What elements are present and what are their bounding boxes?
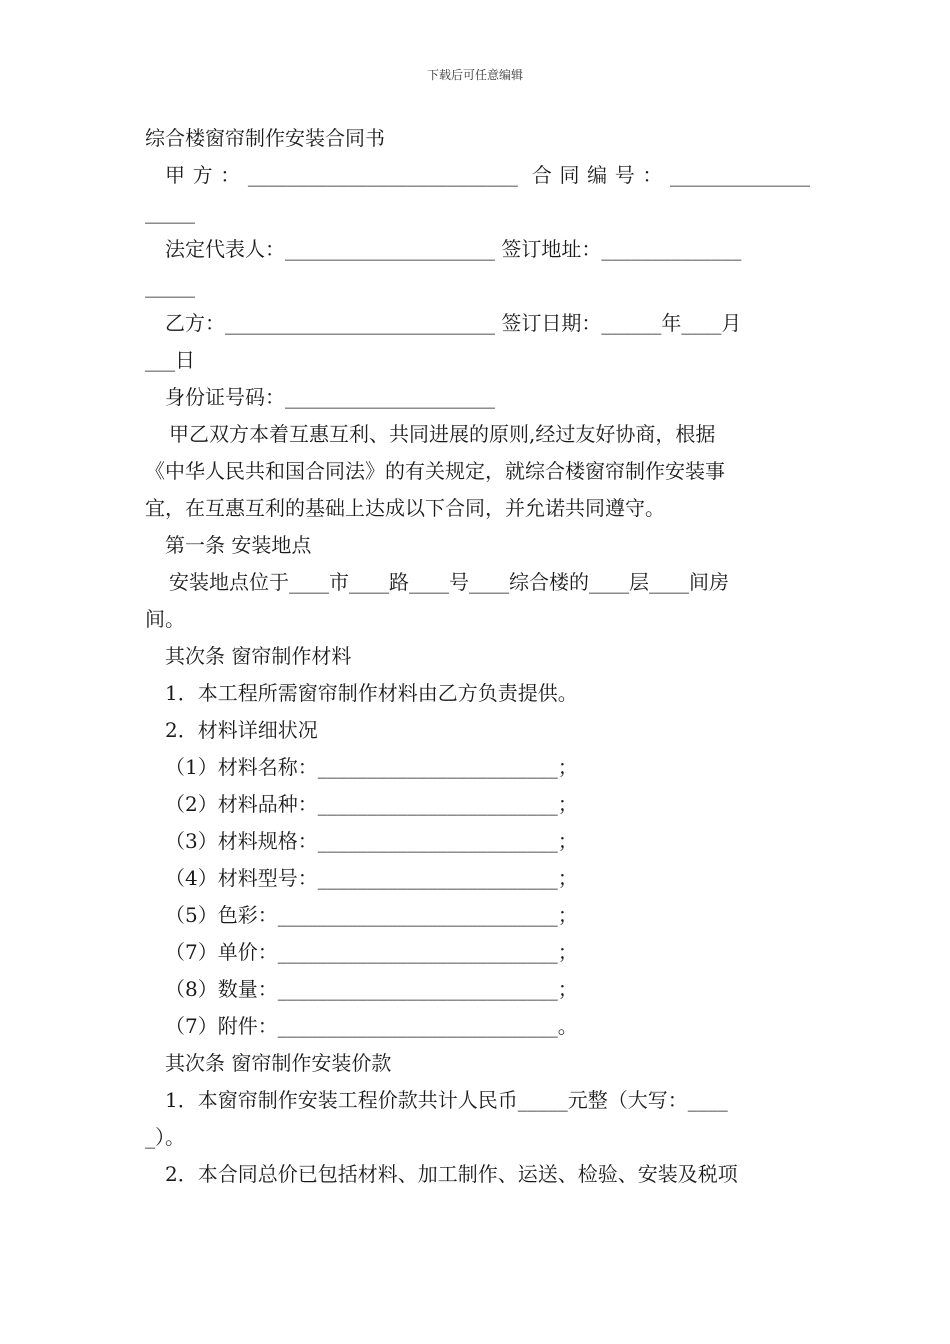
party-a-line: 甲方：___________________________ 合同编号：______________ xyxy=(165,163,810,187)
article-1-line-1: 安装地点位于____市____路____号____综合楼的____层____间房 xyxy=(169,570,729,594)
material-type-line: （2）材料品种：________________________； xyxy=(165,792,578,816)
header-note: 下载后可任意编辑 xyxy=(426,68,523,82)
contract-body xyxy=(145,120,810,1193)
article-2-item-2: 2．材料详细状况 xyxy=(165,718,318,742)
article-2-item-1: 1．本工程所需窗帘制作材料由乙方负责提供。 xyxy=(165,681,578,705)
intro-paragraph-line-2: 《中华人民共和国合同法》的有关规定，就综合楼窗帘制作安装事 xyxy=(145,459,725,483)
material-spec-line: （3）材料规格：________________________； xyxy=(165,829,578,853)
material-color-line: （5）色彩：____________________________； xyxy=(165,903,578,927)
material-attachment-line: （7）附件：____________________________。 xyxy=(165,1014,578,1038)
article-1-line-2: 间。 xyxy=(145,607,185,631)
id-number-line: 身份证号码：_____________________ xyxy=(165,385,495,409)
legal-rep-line: 法定代表人：_____________________ 签订地址：______________ xyxy=(165,237,742,261)
article-3-item-1-line-1: 1．本窗帘制作安装工程价款共计人民币_____元整（大写：____ xyxy=(165,1088,728,1112)
article-1-title: 第一条 安装地点 xyxy=(165,533,312,557)
intro-paragraph-line-3: 宜，在互惠互利的基础上达成以下合同，并允诺共同遵守。 xyxy=(145,496,665,520)
material-model-line: （4）材料型号：________________________； xyxy=(165,866,578,890)
legal-rep-continuation: _____ xyxy=(145,274,195,298)
party-b-continuation: ___日 xyxy=(145,348,195,372)
party-b-line: 乙方：___________________________ 签订日期：______年____月 xyxy=(165,311,742,335)
intro-paragraph-line-1: 甲乙双方本着互惠互利、共同进展的原则,经过友好协商，根据 xyxy=(169,422,716,446)
contract-title: 综合楼窗帘制作安装合同书 xyxy=(145,126,385,150)
party-a-continuation: _____ xyxy=(145,200,195,224)
article-3-item-1-line-2: _）。 xyxy=(145,1125,185,1149)
material-quantity-line: （8）数量：____________________________； xyxy=(165,977,578,1001)
article-3-item-2: 2．本合同总价已包括材料、加工制作、运送、检验、安装及税项 xyxy=(165,1162,738,1186)
article-2-title: 其次条 窗帘制作材料 xyxy=(165,644,352,668)
article-3-title: 其次条 窗帘制作安装价款 xyxy=(165,1051,392,1075)
material-name-line: （1）材料名称：________________________； xyxy=(165,755,578,779)
material-unit-price-line: （7）单价：____________________________； xyxy=(165,940,578,964)
